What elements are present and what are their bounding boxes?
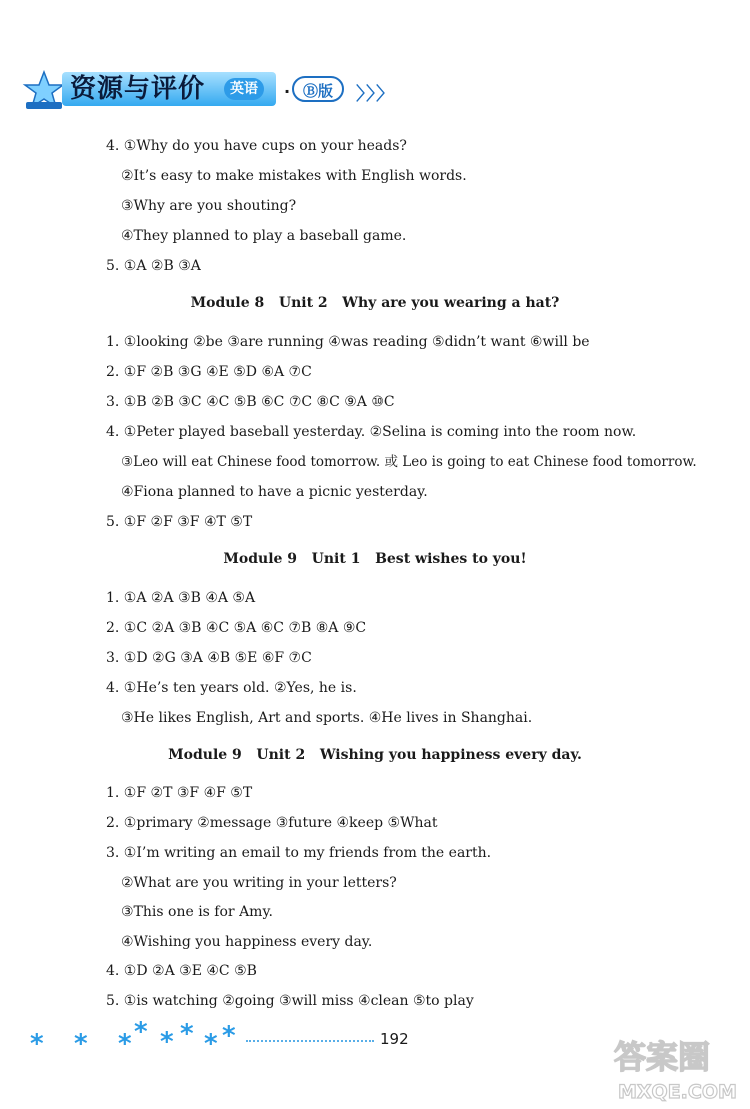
answer-line: ④Fiona planned to have a picnic yesterday. xyxy=(121,484,428,500)
answer-line: 4. ①Peter played baseball yesterday. ②Selina is coming into the room now. xyxy=(106,424,637,440)
book-title: 资源与评价 xyxy=(70,74,206,104)
watermark-logo xyxy=(610,1030,742,1106)
answer-line: ③Why are you shouting? xyxy=(121,198,297,214)
answer-line: 1. ①looking ②be ③are running ④was reading ⑤didn’t want ⑥will be xyxy=(106,334,590,350)
answer-line: 2. ①primary ②message ③future ④keep ⑤What xyxy=(106,815,438,831)
star-icon: * xyxy=(74,1029,88,1059)
edition-badge: Ⓑ版 xyxy=(292,76,344,102)
answer-line: ②It’s easy to make mistakes with English words. xyxy=(121,168,467,184)
star-icon: * xyxy=(180,1019,194,1049)
answer-line: 4. ①He’s ten years old. ②Yes, he is. xyxy=(106,680,357,696)
answer-line: 3. ①B ②B ③C ④C ⑤B ⑥C ⑦C ⑧C ⑨A ⑩C xyxy=(106,394,395,410)
answer-line: 5. ①is watching ②going ③will miss ④clean ⑤to play xyxy=(106,993,474,1009)
page-header xyxy=(22,66,395,112)
answer-line: ③He likes English, Art and sports. ④He lives in Shanghai. xyxy=(121,710,533,726)
answer-line: 4. ①D ②A ③E ④C ⑤B xyxy=(106,963,257,979)
subject-label: 英语 xyxy=(224,78,264,100)
star-icon: * xyxy=(30,1029,44,1059)
answer-line: 3. ①I’m writing an email to my friends from the earth. xyxy=(106,845,492,861)
answer-line: ④Wishing you happiness every day. xyxy=(121,934,373,950)
answer-line: 2. ①F ②B ③G ④E ⑤D ⑥A ⑦C xyxy=(106,364,312,380)
star-logo-icon xyxy=(22,70,66,110)
answer-line: 2. ①C ②A ③B ④C ⑤A ⑥C ⑦B ⑧A ⑨C xyxy=(106,620,367,636)
chevrons-icon: 〉〉〉 xyxy=(356,84,395,105)
page-number: 192 xyxy=(380,1030,409,1048)
answer-line: 5. ①F ②F ③F ④T ⑤T xyxy=(106,514,253,530)
title-separator: · xyxy=(284,82,291,101)
answer-line: ④They planned to play a baseball game. xyxy=(121,228,407,244)
watermark-url: MXQE.COM xyxy=(618,1081,737,1103)
answer-line: ③Leo will eat Chinese food tomorrow. 或 Leo is going to eat Chinese food tomorrow. xyxy=(121,454,697,470)
section-heading: Module 9 Unit 2 Wishing you happiness every day. xyxy=(168,747,582,763)
answer-line: 1. ①F ②T ③F ④F ⑤T xyxy=(106,785,253,801)
star-icon: * xyxy=(204,1029,218,1059)
answer-line: 1. ①A ②A ③B ④A ⑤A xyxy=(106,590,256,606)
answer-line: 5. ①A ②B ③A xyxy=(106,258,201,274)
answer-line: ②What are you writing in your letters? xyxy=(121,875,397,891)
answer-line: 4. ①Why do you have cups on your heads? xyxy=(106,138,407,154)
star-icon: * xyxy=(118,1029,132,1059)
answer-line: ③This one is for Amy. xyxy=(121,904,273,920)
answer-line: 3. ①D ②G ③A ④B ⑤E ⑥F ⑦C xyxy=(106,650,312,666)
section-heading: Module 8 Unit 2 Why are you wearing a hat? xyxy=(190,295,560,311)
star-icon: * xyxy=(134,1017,148,1047)
footer-dotted-rule xyxy=(246,1040,374,1042)
star-icon: * xyxy=(160,1027,174,1057)
watermark-title: 答案圈 xyxy=(614,1038,711,1076)
star-icon: * xyxy=(222,1021,236,1051)
section-heading: Module 9 Unit 1 Best wishes to you! xyxy=(223,551,527,567)
